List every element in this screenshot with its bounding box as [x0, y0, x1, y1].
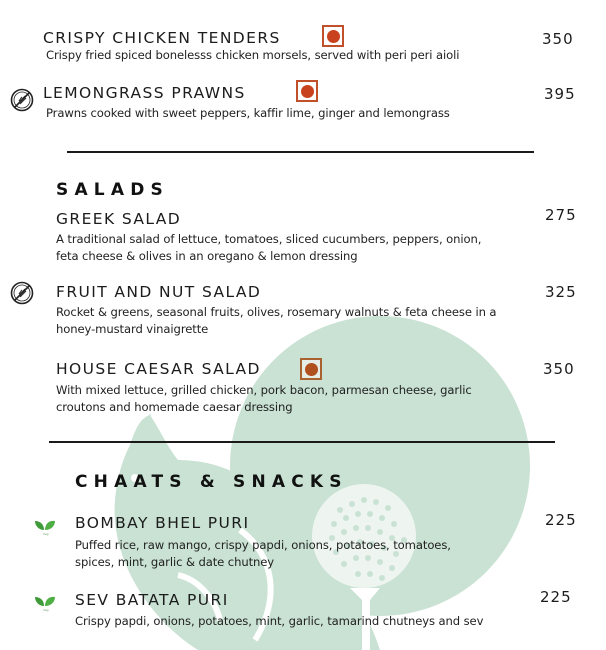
svg-text:Veg: Veg	[43, 532, 49, 536]
veg-leaf-icon	[33, 518, 57, 536]
item-price: 350	[543, 360, 575, 378]
veg-leaf-icon	[33, 594, 57, 612]
item-price: 350	[542, 30, 574, 48]
item-description: Crispy papdi, onions, potatoes, mint, garlic, tamarind chutneys and sev	[75, 614, 484, 628]
item-name: CRISPY CHICKEN TENDERS	[43, 29, 281, 47]
item-name: LEMONGRASS PRAWNS	[43, 84, 246, 102]
non-veg-mark-icon	[322, 25, 344, 47]
item-name: BOMBAY BHEL PURI	[75, 514, 250, 532]
item-description: Prawns cooked with sweet peppers, kaffir lime, ginger and lemongrass	[46, 106, 450, 120]
item-description: A traditional salad of lettuce, tomatoes, sliced cucumbers, peppers, onion,	[56, 232, 482, 246]
item-price: 225	[540, 588, 572, 606]
item-description: Puffed rice, raw mango, crispy papdi, onions, potatoes, tomatoes,	[75, 538, 451, 552]
non-veg-mark-icon	[300, 358, 322, 380]
item-description: Crispy fried spiced bonelesss chicken morsels, served with peri peri aioli	[46, 48, 460, 62]
item-name: FRUIT AND NUT SALAD	[56, 283, 262, 301]
item-price: 275	[545, 206, 577, 224]
contains-nuts-allergen-icon	[10, 281, 34, 305]
item-description: spices, mint, garlic & date chutney	[75, 555, 275, 569]
item-description: feta cheese & olives in an oregano & lemon dressing	[56, 249, 358, 263]
item-price: 325	[545, 283, 577, 301]
item-price: 225	[545, 511, 577, 529]
item-name: HOUSE CAESAR SALAD	[56, 360, 261, 378]
item-description: honey-mustard vinaigrette	[56, 322, 209, 336]
section-title-chaats-snacks: CHAATS & SNACKS	[75, 472, 348, 492]
item-description: With mixed lettuce, grilled chicken, pork bacon, parmesan cheese, garlic	[56, 383, 472, 397]
non-veg-mark-icon	[296, 80, 318, 102]
item-name: SEV BATATA PURI	[75, 591, 229, 609]
item-description: croutons and homemade caesar dressing	[56, 400, 293, 414]
section-divider	[67, 151, 534, 153]
section-divider	[49, 441, 555, 443]
item-name: GREEK SALAD	[56, 210, 182, 228]
item-description: Rocket & greens, seasonal fruits, olives, rosemary walnuts & feta cheese in a	[56, 305, 497, 319]
section-title-salads: SALADS	[56, 180, 169, 200]
svg-text:Veg: Veg	[43, 608, 49, 612]
item-price: 395	[544, 85, 576, 103]
contains-nuts-allergen-icon	[10, 88, 34, 112]
